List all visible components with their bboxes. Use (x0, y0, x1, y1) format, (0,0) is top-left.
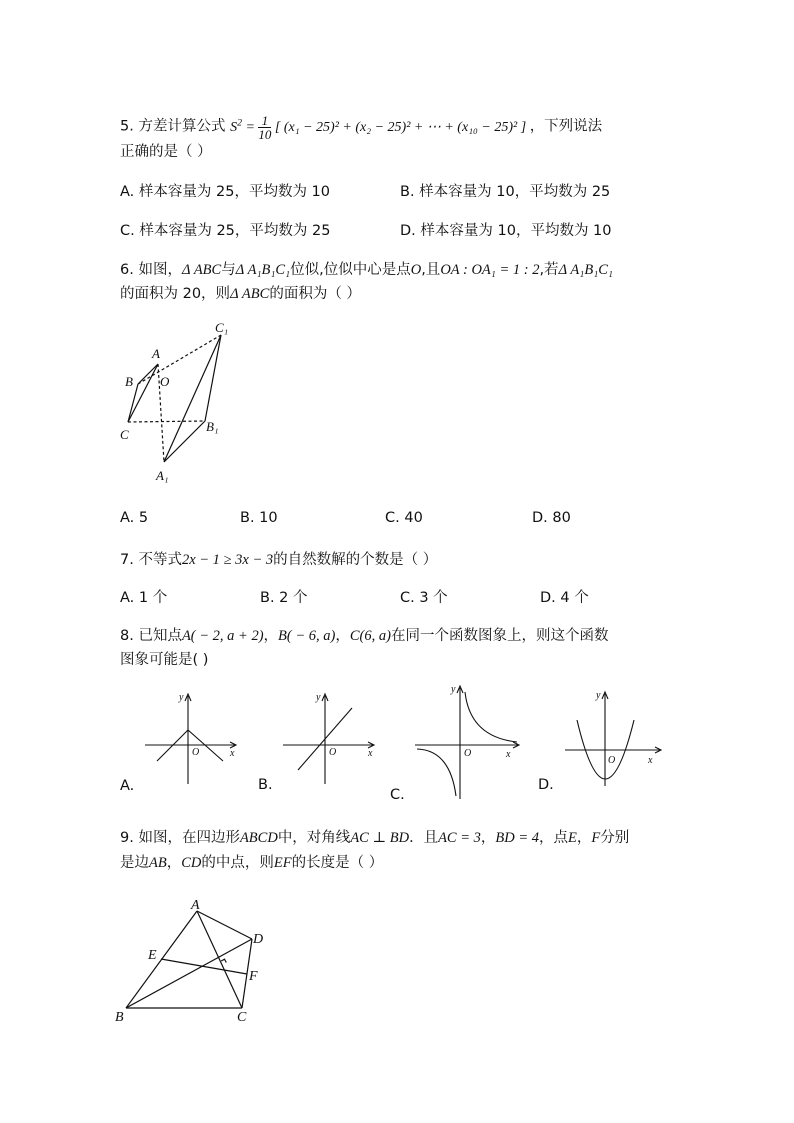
q9-l2-text-4: 的长度是（ ） (291, 855, 384, 871)
q9-text-3: ．且 (409, 830, 439, 846)
q8a-x-label: x (230, 748, 235, 759)
q6-label-c1: C₁ (215, 320, 229, 335)
q8c-y-label: y (451, 684, 456, 695)
q9-line1 (120, 826, 629, 847)
q9-math-bd: BD = 4 (495, 830, 540, 846)
q5-formula: $S^2$ = $\frac{1}{10}$ [ (x₁ − 25)² + (x₂ − 25)² + ⋯ + (x₁₀ − 25)² ] (230, 112, 527, 142)
q6-text-1: 6. 如图， (120, 262, 182, 278)
q9-label-a: A (191, 898, 200, 913)
q6-l2-math: Δ ABC (230, 286, 270, 302)
q6-label-a: A (152, 346, 160, 361)
q6-text-4: ,且 (421, 262, 441, 278)
q9-math-f: F (591, 830, 601, 846)
q6-text-5: ,若 (539, 262, 559, 278)
q9-l2-text-3: 的中点，则 (201, 855, 274, 871)
q8a-y-label: y (179, 692, 184, 703)
q7-inequality: 2x − 1 ≥ 3x − 3 (181, 552, 274, 568)
q8d-origin-label: O (608, 755, 616, 766)
q9-math-abcd: ABCD (239, 830, 278, 846)
q8c-x-label: x (506, 749, 511, 760)
q8-sep-1: ， (263, 628, 279, 644)
q9-line2 (120, 851, 383, 872)
q8a-origin-label: O (192, 747, 200, 758)
q8-graph-c (410, 682, 530, 802)
q6-option-c: C. 40 (385, 510, 423, 526)
q9-math-ac: AC = 3 (438, 830, 481, 846)
q9-label-b: B (115, 1010, 124, 1025)
q9-text-7: 分别 (600, 830, 630, 846)
q8-point-c: C(6, a) (349, 628, 391, 644)
q8-option-a: A. (120, 778, 135, 794)
q5-formula-body: [ (x₁ − 25)² + (x₂ − 25)² + ⋯ + (x₁₀ − 25)² ] (274, 119, 527, 135)
q9-label-e: E (148, 948, 157, 963)
q6-math-a1b1c1: Δ A₁B₁C₁ (235, 262, 291, 278)
q8-point-a: A( − 2, a + 2) (181, 628, 264, 644)
q6-label-b: B (125, 374, 133, 389)
q9-l2-text-1: 是边 (120, 855, 149, 871)
q8-line2: 图象可能是( ) (120, 652, 209, 668)
q9-text-6: ， (576, 830, 592, 846)
q5-option-b: B. 样本容量为 10，平均数为 25 (400, 184, 611, 200)
q9-text-2: 中，对角线 (277, 830, 351, 846)
q7-option-a: A. 1 个 (120, 590, 168, 606)
q7-option-d: D. 4 个 (540, 590, 589, 606)
q5-frac-den: 10 (258, 126, 272, 142)
q8-sep-2: ， (335, 628, 350, 644)
q7-text-2: 的自然数解的个数是（ ） (273, 552, 438, 568)
q9-math-perp: AC ⊥ BD (350, 830, 410, 846)
q6-label-o: O (160, 374, 170, 389)
q9-l2-math-ab: AB (149, 855, 167, 871)
q6-l2-text-1: 的面积为 20，则 (120, 286, 231, 302)
q9-figure (110, 895, 280, 1030)
q9-label-d: D (253, 932, 264, 947)
q5-frac-num: 1 (258, 114, 271, 128)
q9-math-e: E (568, 830, 577, 846)
q8c-origin-label: O (464, 748, 472, 759)
q6-line1 (120, 258, 613, 279)
q5-fraction (258, 114, 271, 141)
q5-suffix: ，下列说法 (529, 118, 603, 135)
q7-option-c: C. 3 个 (400, 590, 448, 606)
q9-text-4: ， (480, 830, 496, 846)
q5-formula-lhs: S (230, 119, 238, 135)
q8b-x-label: x (368, 748, 373, 759)
q9-l2-text-2: ， (166, 855, 182, 871)
q5-option-c: C. 样本容量为 25，平均数为 25 (120, 223, 331, 239)
q6-figure (110, 318, 250, 488)
q8-point-b: B( − 6, a) (278, 628, 336, 644)
q6-math-ratio: OA : OA₁ = 1 : 2 (440, 262, 540, 278)
q8b-y-label: y (316, 692, 321, 703)
q6-l2-text-2: 的面积为（ ） (269, 286, 361, 302)
q6-option-a: A. 5 (120, 510, 149, 526)
q6-line2 (120, 282, 361, 303)
q8-graph-b (280, 688, 390, 788)
q7-option-b: B. 2 个 (260, 590, 308, 606)
q6-option-d: D. 80 (532, 510, 571, 526)
q8-graph-d (560, 688, 670, 788)
q6-text-2: 与 (221, 262, 236, 278)
q6-math-o: O (410, 262, 422, 278)
q8-line1 (120, 624, 608, 645)
q7-line1 (120, 548, 437, 569)
q5-line1 (120, 108, 603, 142)
q8b-origin-label: O (329, 747, 337, 758)
q9-label-c: C (237, 1010, 247, 1025)
q5-formula-eq: = (241, 119, 259, 135)
q5-option-a: A. 样本容量为 25，平均数为 10 (120, 184, 331, 200)
q8-text-2: 在同一个函数图象上，则这个函数 (390, 628, 609, 644)
q6-math-abc: Δ ABC (181, 262, 222, 278)
q8-text-1: 8. 已知点 (120, 628, 182, 644)
q8d-y-label: y (596, 690, 601, 701)
q6-math-a1b1c1-2: Δ A₁B₁C₁ (558, 262, 613, 278)
q6-text-3: 位似,位似中心是点 (290, 262, 411, 278)
q5-option-d: D. 样本容量为 10，平均数为 10 (400, 223, 612, 239)
q9-l2-math-cd: CD (181, 855, 202, 871)
q9-text-1: 9. 如图，在四边形 (120, 830, 240, 846)
q6-label-c: C (120, 427, 129, 442)
q9-text-5: ，点 (539, 830, 569, 846)
q9-l2-math-ef: EF (273, 855, 292, 871)
q6-label-a1: A₁ (156, 468, 169, 483)
q8-option-c: C. (390, 787, 405, 803)
q6-option-b: B. 10 (240, 510, 278, 526)
q8-graph-a (140, 688, 250, 788)
q7-text-1: 7. 不等式 (120, 552, 182, 568)
q5-line2: 正确的是（ ） (120, 144, 212, 160)
q8d-x-label: x (648, 755, 653, 766)
q6-label-b1: B₁ (206, 419, 219, 434)
q8-option-d: D. (538, 777, 554, 793)
q8-option-b: B. (258, 777, 273, 793)
q9-label-f: F (249, 969, 258, 984)
q5-prefix: 5. 方差计算公式 (120, 118, 226, 135)
